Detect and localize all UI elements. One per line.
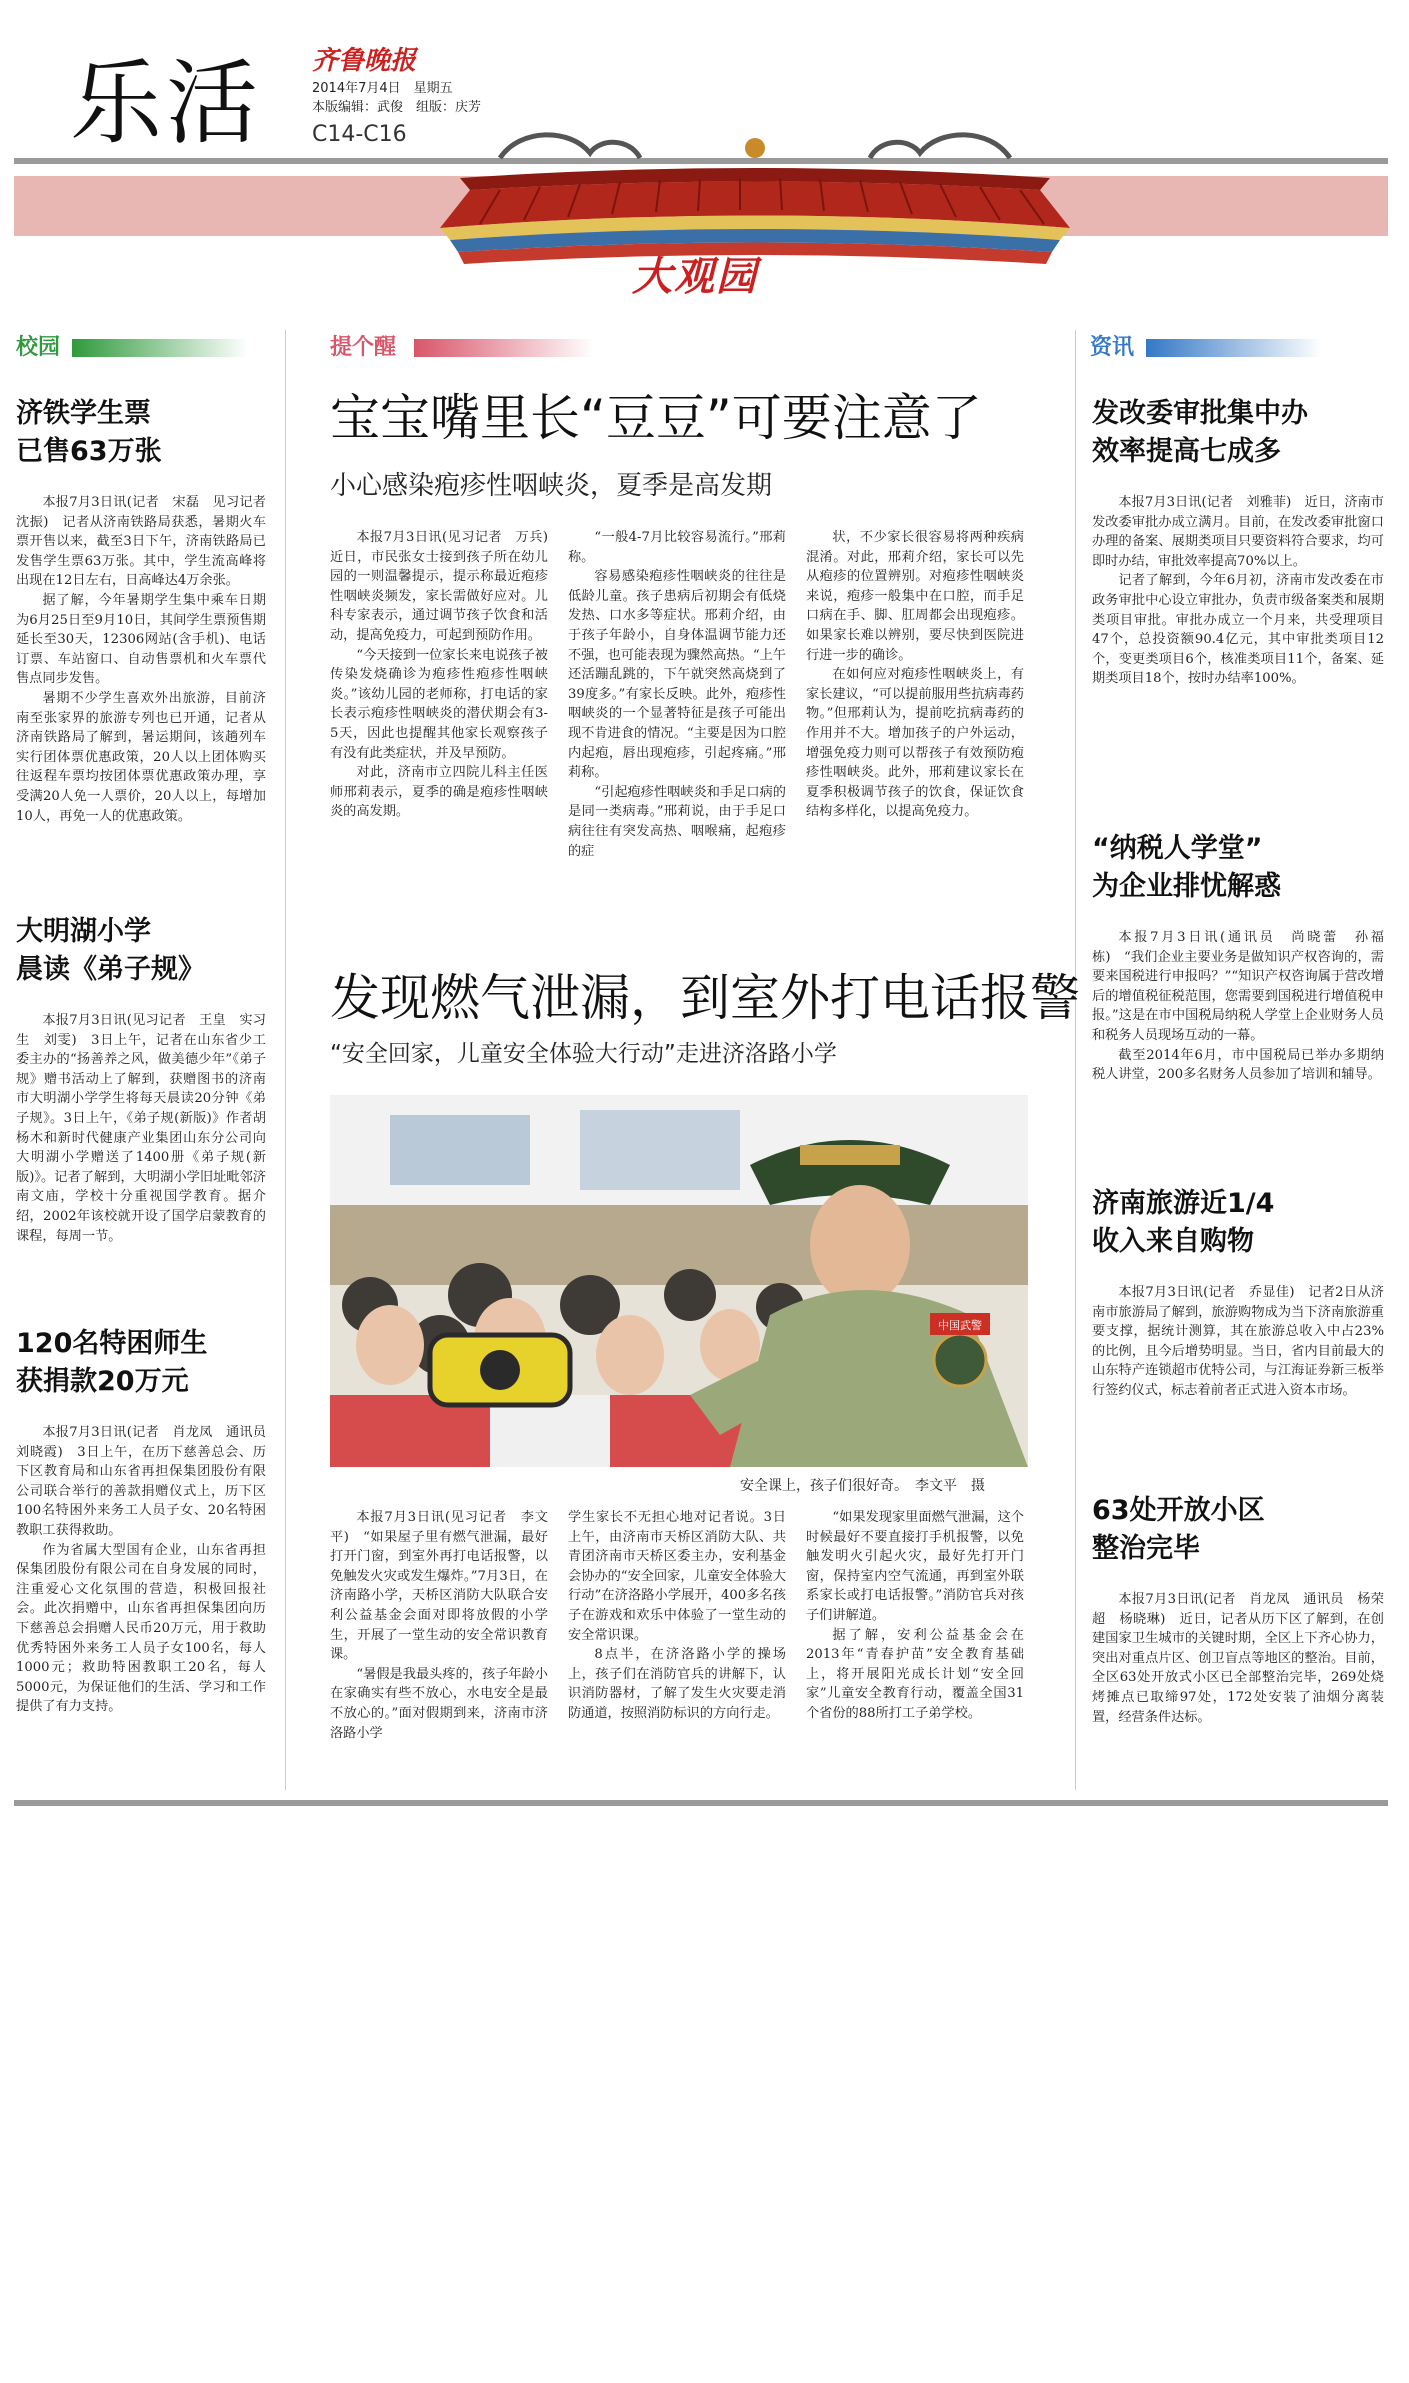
article-headline: 济铁学生票 已售63万张 (16, 398, 162, 467)
label-campus: 校园 (16, 335, 61, 360)
article-paragraph: 本报7月3日讯(记者 刘雅菲) 近日，济南市发改委审批办成立满月。目前，在发改委审批窗口办理的备案、展期类项目只要资料符合要求，均可即时办结，审批效率提高70%以上。 (1092, 495, 1384, 569)
article-paragraph: “如果发现家里面燃气泄漏，这个时候最好不要直接打手机报警，以免触发明火引起火灾，最好先打开门窗，保持室内空气流通，再到室外联系家长或打电话报警。”消防官兵对孩子们讲解道。 (806, 1510, 1024, 1623)
article-paragraph: 容易感染疱疹性咽峡炎的往往是低龄儿童。孩子患病后初期会有低烧发热、口水多等症状。邢莉介绍，由于孩子年龄小，自身体温调节能力还不强，也可能表现为骤然高热。“上午还活蹦乱跳的，下午就突然高烧到了39度多。”有家长反映。此外，疱疹性咽峡炎的一个显著特征是孩子可能出现不肯进食的情况。“主要是因为口腔内起疱，唇出现疱疹，引起疼痛。”邢莉称。 (568, 569, 786, 781)
article-paragraph: 截至2014年6月，市中国税局已举办多期纳税人讲堂，200多名财务人员参加了培训和辅导。 (1092, 1047, 1384, 1083)
article-headline: 济南旅游近1/4 收入来自购物 (1092, 1188, 1275, 1257)
article-headline: “纳税人学堂” 为企业排忧解惑 (1092, 833, 1281, 902)
right-article-2 (1092, 830, 1384, 1085)
article-paragraph: 本报7月3日讯(见习记者 万兵) 近日，市民张女士接到孩子所在幼儿园的一则温馨提示，提示称最近疱疹性咽峡炎频发，家长需做好应对。儿科专家表示，通过调节孩子饮食和活动，提高免疫力，可起到预防作用。 (330, 530, 562, 643)
article-paragraph: “引起疱疹性咽峡炎和手足口病的是同一类病毒。”邢莉说，由于手足口病往往有突发高热、咽喉痛，起疱疹的症 (568, 784, 786, 859)
article-headline: 大明湖小学 晨读《弟子规》 (16, 916, 205, 985)
article-paragraph: “暑假是我最头疼的，孩子年龄小在家确实有些不放心，水电安全是最不放心的。”面对假期到来，济南市济洛路小学 (330, 1666, 548, 1741)
label-reminder-bar (414, 339, 594, 357)
article-paragraph: 本报7月3日讯(记者 肖龙凤 通讯员 杨荣超 杨晓琳) 近日，记者从历下区了解到，在创建国家卫生城市的关键时期，全区上下齐心协力，突出对重点片区、创卫盲点等地区的整治。目前，全区63处开放式小区已全部整治完毕，269处烧烤摊点已取缔97处，172处安装了油烟分离装置，经营条件达标。 (1092, 1592, 1384, 1725)
article-paragraph: 8点半，在济洛路小学的操场上，孩子们在消防官兵的讲解下，认识消防器材，了解了发生火灾要走消防通道，按照消防标识的方向行走。 (568, 1647, 786, 1721)
article-paragraph: 学生家长不无担心地对记者说。3日上午，由济南市天桥区消防大队、共青团济南市天桥区委主办，安利基金会协办的“安全回家，儿童安全体验大行动”在济洛路小学展开，400多名孩子在游戏和欢乐中体验了一堂生动的安全常识课。 (568, 1510, 786, 1643)
article-headline: 发改委审批集中办 效率提高七成多 (1092, 398, 1308, 467)
article1-headline: 宝宝嘴里长“豆豆”可要注意了 (330, 389, 982, 447)
article-paragraph: 本报7月3日讯(记者 肖龙凤 通讯员 刘晓霞) 3日上午，在历下慈善总会、历下区教育局和山东省再担保集团股份有限公司联合举行的善款捐赠仪式上，历下区100名特困外来务工人员子女、20名特困教职工获得救助。 (16, 1425, 280, 1538)
left-article-2 (16, 913, 266, 1246)
article-paragraph: 本报7月3日讯(见习记者 李文平) “如果屋子里有燃气泄漏，最好打开门窗，到室外再打电话报警，以免触发火灾或发生爆炸。”7月3日，在济南路小学，天桥区消防大队联合安利公益基金会面对即将放假的小学生，开展了一堂生动的安全常识教育课。 (330, 1510, 548, 1663)
article-headline: 63处开放小区 整治完毕 (1092, 1495, 1265, 1564)
article-paragraph: 据了解，今年暑期学生集中乘车日期为6月25日至9月10日，其间学生票预售期延长至30天，12306网站(含手机)、电话订票、车站窗口、自动售票机和火车票代售点同步发售。 (16, 592, 266, 687)
right-article-3 (1092, 1185, 1384, 1401)
left-article-1 (16, 395, 280, 826)
column-divider (1075, 330, 1076, 1790)
right-article-4 (1092, 1492, 1384, 1727)
right-article-1 (1092, 395, 1384, 689)
article-paragraph: 在如何应对疱疹性咽峡炎上，有家长建议，“可以提前服用些抗病毒药物。”但邢莉认为，提前吃抗病毒药的作用并不大。增加孩子的户外运动，增强免疫力则可以帮孩子有效预防疱疹性咽峡炎。此外，邢莉建议家长在夏季积极调节孩子的饮食，保证饮食结构多样化，以提高免疫力。 (806, 667, 1024, 820)
column-logo: 大观园 (632, 253, 758, 300)
article-paragraph: “一般4-7月比较容易流行。”邢莉称。 (568, 530, 786, 565)
article-paragraph: 暑期不少学生喜欢外出旅游，目前济南至张家界的旅游专列也已开通，记者从济南铁路局了解到，暑运期间，该趟列车实行团体票优惠政策，20人以上团体购买往返程车票均按团体票优惠政策办理，享受满20人免一人票价，20人以上，每增加10人，再免一人的优惠政策。 (16, 690, 266, 824)
photo-caption: 安全课上，孩子们很好奇。 李文平 摄 (740, 1478, 985, 1494)
date-line: 2014年7月4日 星期五 (312, 81, 453, 96)
label-news-bar (1146, 339, 1322, 357)
article-paragraph: 记者了解到，今年6月初，济南市发改委在市政务审批中心设立审批办，负责市级备案类和展期类项目审批。审批办成立一个月来，共受理项目47个，总投资额90.4亿元，其中审批类项目12个，变更类项目6个，核准类项目11个，备案、延期类项目18个，按时办结率100%。 (1092, 573, 1384, 687)
article2-column-3 (806, 1508, 1024, 1724)
left-article-3 (16, 1325, 280, 1717)
article1-column-2 (568, 528, 786, 861)
article-paragraph: 对此，济南市立四院儿科主任医师邢莉表示，夏季的确是疱疹性咽峡炎的高发期。 (330, 765, 548, 820)
photo-badge-text: 中国武警 (938, 1319, 982, 1332)
article-paragraph: “今天接到一位家长来电说孩子被传染发烧确诊为疱疹性疱疹性咽峡炎。”该幼儿园的老师称，打电话的家长表示疱疹性咽峡炎的潜伏期会有3-5天，因此也提醒其他家长观察孩子有没有此类症状，并及早预防。 (330, 647, 548, 761)
column-divider (285, 330, 286, 1790)
label-news: 资讯 (1090, 335, 1135, 360)
article2-column-1 (330, 1508, 548, 1743)
article2-photo (330, 1095, 1028, 1467)
article-paragraph: 本报7月3日讯(见习记者 王皇 实习生 刘雯) 3日上午，记者在山东省少工委主办的“扬善养之风，做美德少年”《弟子规》赠书活动上了解到，获赠图书的济南市大明湖小学学生将每天晨读20分钟《弟子规》。3日上午，《弟子规(新版)》作者胡杨木和新时代健康产业集团山东分公司向大明湖小学赠送了1400册《弟子规(新版)》。记者了解到，大明湖小学旧址毗邻济南文庙，学校十分重视国学教育。据介绍，2002年该校就开设了国学启蒙教育的课程，每周一节。 (16, 1013, 266, 1244)
article1-subheadline: 小心感染疱疹性咽峡炎，夏季是高发期 (330, 471, 773, 501)
label-reminder: 提个醒 (330, 335, 397, 360)
page-range: C14-C16 (312, 122, 407, 147)
article-headline: 120名特困师生 获捐款20万元 (16, 1328, 208, 1397)
section-title: 乐活 (70, 50, 263, 157)
article-paragraph: 状，不少家长很容易将两种疾病混淆。对此，邢莉介绍，家长可以先从疱疹的位置辨别。对疱疹性咽峡炎来说，疱疹一般集中在口腔，而手足口病在手、脚、肛周都会出现疱疹。如果家长难以辨别，要尽快到医院进行进一步的确诊。 (806, 530, 1024, 663)
article2-subheadline: “安全回家，儿童安全体验大行动”走进济洛路小学 (330, 1041, 837, 1067)
article-paragraph: 本报7月3日讯(通讯员 尚晓蕾 孙福栋) “我们企业主要业务是做知识产权咨询的，需要来国税进行申报吗？”“知识产权咨询属于营改增后的增值税征税范围，您需要到国税进行增值税申报。”这是在市中国税局纳税人学堂上企业财务人员和税务人员现场互动的一幕。 (1092, 930, 1384, 1043)
editor-line: 本版编辑：武俊 组版：庆芳 (312, 100, 482, 115)
article-paragraph: 本报7月3日讯(记者 乔显佳) 记者2日从济南市旅游局了解到，旅游购物成为当下济南旅游重要支撑，据统计测算，其在旅游总收入中占23%的比例，且今后增势明显。当日，省内目前最大的山东特产连锁超市优特公司，与江海证券新三板举行签约仪式，标志着前者正式进入资本市场。 (1092, 1285, 1384, 1398)
article-paragraph: 作为省属大型国有企业，山东省再担保集团股份有限公司在自身发展的同时，注重爱心文化氛围的营造，积极回报社会。此次捐赠中，山东省再担保集团向历下慈善总会捐赠人民币20万元，用于救助优秀特困外来务工人员子女100名，每人1000元；救助特困教职工20名，每人5000元，为保证他们的生活、学习和工作提供了有力支持。 (16, 1542, 266, 1715)
article2-column-2 (568, 1508, 786, 1724)
article-paragraph: 据了解，安利公益基金会在2013年“青春护苗”安全教育基础上，将开展阳光成长计划“安全回家”儿童安全教育行动，覆盖全国31个省份的88所打工子弟学校。 (806, 1627, 1024, 1721)
bottom-rule (14, 1800, 1388, 1806)
article1-column-1 (330, 528, 562, 822)
article1-column-3 (806, 528, 1024, 822)
article-paragraph: 本报7月3日讯(记者 宋磊 见习记者 沈振) 记者从济南铁路局获悉，暑期火车票开售以来，截至3日下午，济南铁路局已发售学生票63万张。其中，学生流高峰将出现在12日左右，日高峰达4万余张。 (16, 495, 280, 589)
newspaper-logo: 齐鲁晚报 (312, 46, 417, 76)
article2-headline: 发现燃气泄漏，到室外打电话报警 (330, 969, 1080, 1027)
label-campus-bar (72, 339, 248, 357)
